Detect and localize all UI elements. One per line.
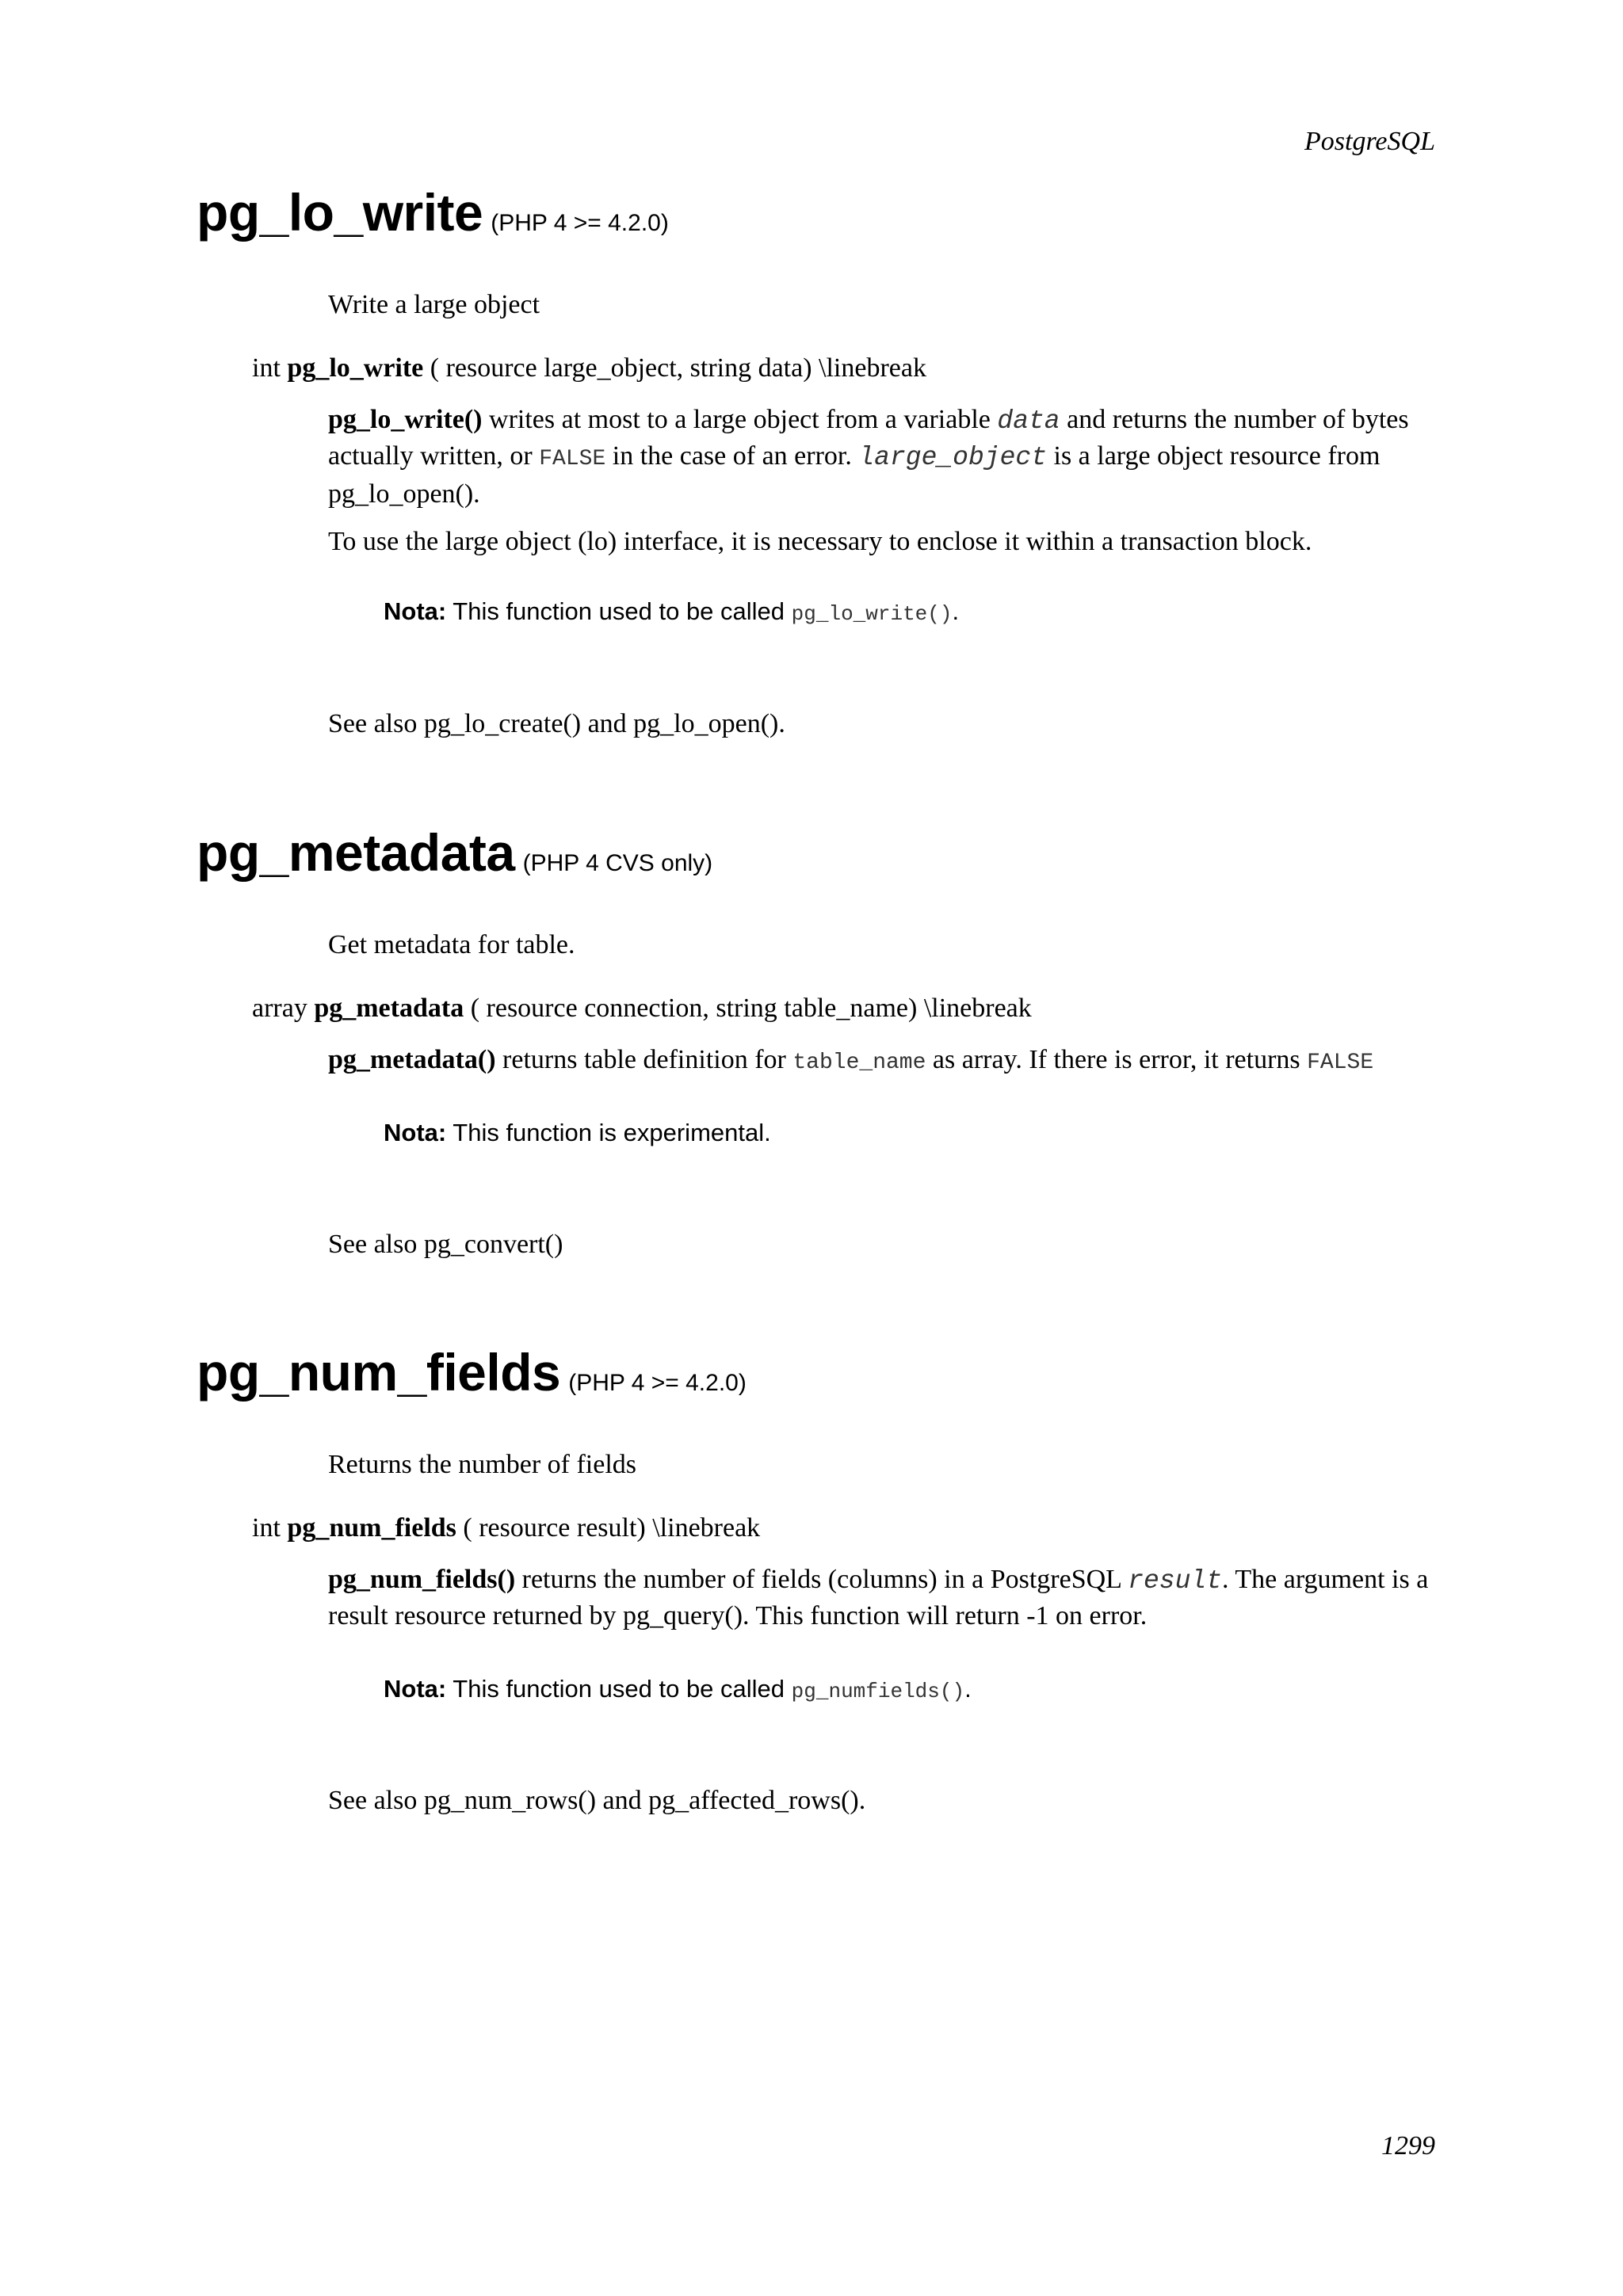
function-name: pg_lo_write	[197, 183, 483, 242]
description-paragraph: pg_metadata() returns table definition for table_name as array. If there is error, it returns FALSE	[328, 1045, 1374, 1075]
synopsis-function: pg_lo_write	[287, 353, 424, 383]
code-term: table_name	[792, 1051, 926, 1075]
synopsis-function: pg_metadata	[314, 994, 464, 1023]
purpose-text: Write a large object	[328, 290, 540, 319]
entry-title	[197, 182, 669, 242]
purpose-text: Returns the number of fields	[328, 1450, 637, 1479]
note: Nota: This function used to be called pg_numfields().	[384, 1675, 972, 1703]
synopsis	[252, 994, 1032, 1024]
note-label: Nota:	[384, 1675, 447, 1703]
desc-function: pg_metadata()	[328, 1045, 496, 1074]
description	[328, 1043, 1438, 1093]
entry-title	[197, 822, 712, 883]
function-name: pg_metadata	[197, 823, 515, 882]
synopsis	[252, 1513, 760, 1543]
synopsis-params: ( resource large_object, string data) \linebreak	[430, 353, 926, 383]
return-type: int	[252, 353, 281, 383]
see-also: See also pg_lo_create() and pg_lo_open().	[328, 709, 785, 738]
synopsis	[252, 353, 926, 383]
see-also: See also pg_convert()	[328, 1230, 563, 1259]
note: Nota: This function is experimental.	[384, 1119, 771, 1146]
description-paragraph: pg_num_fields() returns the number of fields (columns) in a PostgreSQL result. The argument is a result resource returned by pg_query(). This function will return -1 on error.	[328, 1565, 1429, 1630]
version-info: (PHP 4 CVS only)	[522, 850, 713, 876]
synopsis-function: pg_num_fields	[287, 1513, 456, 1543]
purpose-text: Get metadata for table.	[328, 930, 575, 959]
page-number: 1299	[1381, 2131, 1435, 2161]
synopsis-params: ( resource result) \linebreak	[463, 1513, 761, 1543]
description-paragraph: To use the large object (lo) interface, it is necessary to enclose it within a transaction block.	[328, 527, 1312, 556]
note-code: pg_numfields()	[791, 1680, 965, 1703]
constant: FALSE	[1307, 1051, 1374, 1075]
param-name: large_object	[858, 443, 1047, 472]
constant: FALSE	[539, 447, 606, 471]
return-type: int	[252, 1513, 281, 1543]
param-name: data	[997, 406, 1060, 436]
note: Nota: This function used to be called pg_lo_write().	[384, 597, 960, 626]
note-code: pg_lo_write()	[791, 602, 953, 626]
return-type: array	[252, 994, 307, 1023]
description-paragraph: pg_lo_write() writes at most to a large object from a variable data and returns the number of bytes actually written, or FALSE in the case of an error. large_object is a large object resource from pg_lo_open().	[328, 405, 1409, 509]
description	[328, 1562, 1438, 1646]
version-info: (PHP 4 >= 4.2.0)	[568, 1370, 747, 1396]
desc-function: pg_num_fields()	[328, 1565, 516, 1594]
desc-function: pg_lo_write()	[328, 405, 483, 434]
running-header: PostgreSQL	[1304, 127, 1435, 156]
see-also: See also pg_num_rows() and pg_affected_rows().	[328, 1786, 866, 1815]
note-label: Nota:	[384, 597, 447, 625]
param-name: result	[1128, 1566, 1223, 1596]
synopsis-params: ( resource connection, string table_name) \linebreak	[470, 994, 1032, 1023]
description	[328, 402, 1438, 572]
function-name: pg_num_fields	[197, 1343, 561, 1402]
entry-title	[197, 1342, 747, 1402]
version-info: (PHP 4 >= 4.2.0)	[491, 210, 669, 236]
note-label: Nota:	[384, 1119, 447, 1146]
